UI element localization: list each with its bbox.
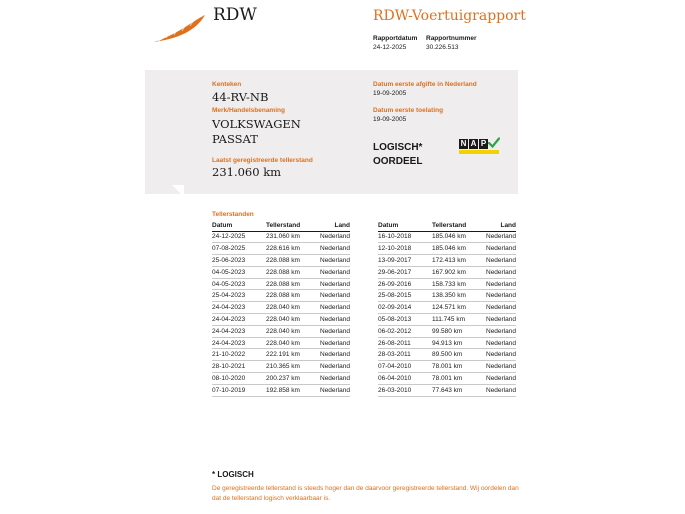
table-row xyxy=(212,243,350,255)
oordeel-line-2: OORDEEL xyxy=(373,156,423,167)
table-row xyxy=(212,384,350,396)
cell-land: Nederland xyxy=(320,266,350,278)
brand-name: RDW xyxy=(213,5,257,25)
table-row xyxy=(378,243,516,255)
cell-km: 228.040 km xyxy=(266,314,320,326)
rdw-feather-logo-icon xyxy=(152,14,206,44)
cell-km: 94.913 km xyxy=(432,337,486,349)
cell-date: 25-06-2023 xyxy=(212,255,266,267)
cell-date: 21-10-2022 xyxy=(212,349,266,361)
eerste-toelating-label: Datum eerste toelating xyxy=(373,107,444,114)
cell-km: 228.088 km xyxy=(266,266,320,278)
cell-km: 138.350 km xyxy=(432,290,486,302)
model-value: PASSAT xyxy=(212,132,258,146)
cell-date: 25-08-2015 xyxy=(378,290,432,302)
cell-date: 07-08-2025 xyxy=(212,243,266,255)
merk-label: Merk/Handelsbenaming xyxy=(212,107,285,114)
col-header-land: Land xyxy=(320,221,350,231)
cell-date: 24-04-2023 xyxy=(212,337,266,349)
table-row xyxy=(212,373,350,385)
table-row xyxy=(212,337,350,349)
table-row xyxy=(378,361,516,373)
cell-km: 228.088 km xyxy=(266,290,320,302)
cell-land: Nederland xyxy=(320,361,350,373)
col-header-km: Tellerstand xyxy=(432,221,486,231)
cell-km: 192.858 km xyxy=(266,384,320,396)
cell-land: Nederland xyxy=(320,373,350,385)
cell-km: 228.088 km xyxy=(266,278,320,290)
cell-km: 111.745 km xyxy=(432,314,486,326)
cell-km: 210.365 km xyxy=(266,361,320,373)
cell-date: 04-05-2023 xyxy=(212,278,266,290)
cell-km: 185.046 km xyxy=(432,231,486,243)
cell-date: 24-04-2023 xyxy=(212,302,266,314)
teller-value: 231.060 km xyxy=(212,165,282,179)
kenteken-value: 44-RV-NB xyxy=(212,90,269,104)
cell-land: Nederland xyxy=(486,243,516,255)
cell-date: 07-04-2010 xyxy=(378,361,432,373)
table-row xyxy=(212,314,350,326)
cell-date: 28-03-2011 xyxy=(378,349,432,361)
cell-date: 05-08-2013 xyxy=(378,314,432,326)
table-row xyxy=(378,325,516,337)
cell-land: Nederland xyxy=(320,290,350,302)
col-header-date: Datum xyxy=(378,221,432,231)
table-row xyxy=(378,278,516,290)
cell-land: Nederland xyxy=(486,302,516,314)
footnote-title: * LOGISCH xyxy=(212,470,254,479)
footnote-text: De geregistreerde tellerstand is steeds hoger dan de daarvoor geregistreerde tellerstand. Wij oordelen dan dat de tellerstand logisch verklaarbaar is. xyxy=(212,485,519,502)
teller-label: Laatst geregistreerde tellerstand xyxy=(212,157,313,164)
cell-km: 228.088 km xyxy=(266,255,320,267)
cell-land: Nederland xyxy=(320,278,350,290)
table-header-row xyxy=(212,221,350,231)
merk-value: VOLKSWAGEN xyxy=(212,117,301,131)
nap-letter-p: P xyxy=(480,139,487,148)
table-row xyxy=(212,302,350,314)
cell-km: 172.413 km xyxy=(432,255,486,267)
cell-km: 185.046 km xyxy=(432,243,486,255)
cell-date: 29-06-2017 xyxy=(378,266,432,278)
cell-land: Nederland xyxy=(320,231,350,243)
cell-date: 08-10-2020 xyxy=(212,373,266,385)
table-row xyxy=(378,373,516,385)
nap-letter-n: N xyxy=(460,139,467,148)
cell-km: 222.191 km xyxy=(266,349,320,361)
cell-land: Nederland xyxy=(486,314,516,326)
nap-yellow-bar xyxy=(459,150,499,154)
report-title: RDW-Voertuigrapport xyxy=(373,8,526,24)
table-row xyxy=(212,349,350,361)
cell-date: 04-05-2023 xyxy=(212,266,266,278)
cell-date: 06-02-2012 xyxy=(378,325,432,337)
table-row xyxy=(212,255,350,267)
table-row xyxy=(378,266,516,278)
table-row xyxy=(378,314,516,326)
cell-km: 77.643 km xyxy=(432,384,486,396)
cell-date: 13-09-2017 xyxy=(378,255,432,267)
cell-date: 16-10-2018 xyxy=(378,231,432,243)
table-row xyxy=(378,231,516,243)
odometer-table-right xyxy=(378,221,516,397)
cell-land: Nederland xyxy=(320,243,350,255)
cell-km: 89.500 km xyxy=(432,349,486,361)
cell-land: Nederland xyxy=(320,325,350,337)
rapportnummer-value: 30.226.513 xyxy=(426,44,459,51)
cell-date: 06-04-2010 xyxy=(378,373,432,385)
table-row xyxy=(378,337,516,349)
cell-land: Nederland xyxy=(486,325,516,337)
table-row xyxy=(378,349,516,361)
rapportdatum-value: 24-12-2025 xyxy=(373,44,407,51)
cell-date: 26-08-2011 xyxy=(378,337,432,349)
cell-land: Nederland xyxy=(486,361,516,373)
table-row xyxy=(378,384,516,396)
cell-land: Nederland xyxy=(320,384,350,396)
cell-date: 26-09-2016 xyxy=(378,278,432,290)
cell-land: Nederland xyxy=(486,278,516,290)
cell-land: Nederland xyxy=(486,349,516,361)
rapportnummer-label: Rapportnummer xyxy=(426,35,477,42)
cell-date: 25-04-2023 xyxy=(212,290,266,302)
cell-land: Nederland xyxy=(486,266,516,278)
cell-km: 228.040 km xyxy=(266,337,320,349)
cell-land: Nederland xyxy=(486,373,516,385)
cell-date: 24-12-2025 xyxy=(212,231,266,243)
table-row xyxy=(378,255,516,267)
nap-checkmark-icon xyxy=(488,137,500,149)
eerste-toelating-value: 19-09-2005 xyxy=(373,116,407,123)
cell-km: 231.060 km xyxy=(266,231,320,243)
eerste-afgifte-label: Datum eerste afgifte in Nederland xyxy=(373,81,477,88)
cell-land: Nederland xyxy=(320,255,350,267)
cell-date: 12-10-2018 xyxy=(378,243,432,255)
cell-land: Nederland xyxy=(320,349,350,361)
odometer-table-left xyxy=(212,221,350,397)
cell-land: Nederland xyxy=(486,255,516,267)
table-row xyxy=(212,290,350,302)
tellerstanden-title: Tellerstanden xyxy=(212,211,254,218)
cell-km: 78.001 km xyxy=(432,373,486,385)
table-row xyxy=(212,278,350,290)
cell-land: Nederland xyxy=(320,302,350,314)
cell-date: 07-10-2019 xyxy=(212,384,266,396)
cell-km: 228.040 km xyxy=(266,325,320,337)
kenteken-label: Kenteken xyxy=(212,81,242,88)
cell-date: 24-04-2023 xyxy=(212,314,266,326)
table-row xyxy=(212,361,350,373)
cell-land: Nederland xyxy=(486,290,516,302)
table-row xyxy=(378,302,516,314)
cell-date: 26-03-2010 xyxy=(378,384,432,396)
cell-km: 158.733 km xyxy=(432,278,486,290)
vehicle-summary-panel xyxy=(145,70,518,194)
cell-km: 124.571 km xyxy=(432,302,486,314)
rapportdatum-label: Rapportdatum xyxy=(373,35,418,42)
table-row xyxy=(212,231,350,243)
table-row xyxy=(378,290,516,302)
table-row xyxy=(212,266,350,278)
table-row xyxy=(212,325,350,337)
nap-badge xyxy=(459,139,499,155)
col-header-land: Land xyxy=(486,221,516,231)
eerste-afgifte-value: 19-09-2005 xyxy=(373,90,407,97)
col-header-km: Tellerstand xyxy=(266,221,320,231)
cell-km: 99.580 km xyxy=(432,325,486,337)
oordeel-text xyxy=(373,141,422,169)
cell-land: Nederland xyxy=(486,231,516,243)
oordeel-line-1: LOGISCH* xyxy=(373,142,423,153)
cell-land: Nederland xyxy=(320,337,350,349)
nap-letter-a: A xyxy=(470,139,477,148)
cell-km: 78.001 km xyxy=(432,361,486,373)
table-header-row xyxy=(378,221,516,231)
cell-land: Nederland xyxy=(486,384,516,396)
panel-notch xyxy=(172,185,184,197)
cell-km: 167.902 km xyxy=(432,266,486,278)
cell-km: 200.237 km xyxy=(266,373,320,385)
cell-land: Nederland xyxy=(486,337,516,349)
cell-km: 228.616 km xyxy=(266,243,320,255)
cell-date: 02-09-2014 xyxy=(378,302,432,314)
cell-date: 28-10-2021 xyxy=(212,361,266,373)
cell-land: Nederland xyxy=(320,314,350,326)
cell-date: 24-04-2023 xyxy=(212,325,266,337)
cell-km: 228.040 km xyxy=(266,302,320,314)
col-header-date: Datum xyxy=(212,221,266,231)
